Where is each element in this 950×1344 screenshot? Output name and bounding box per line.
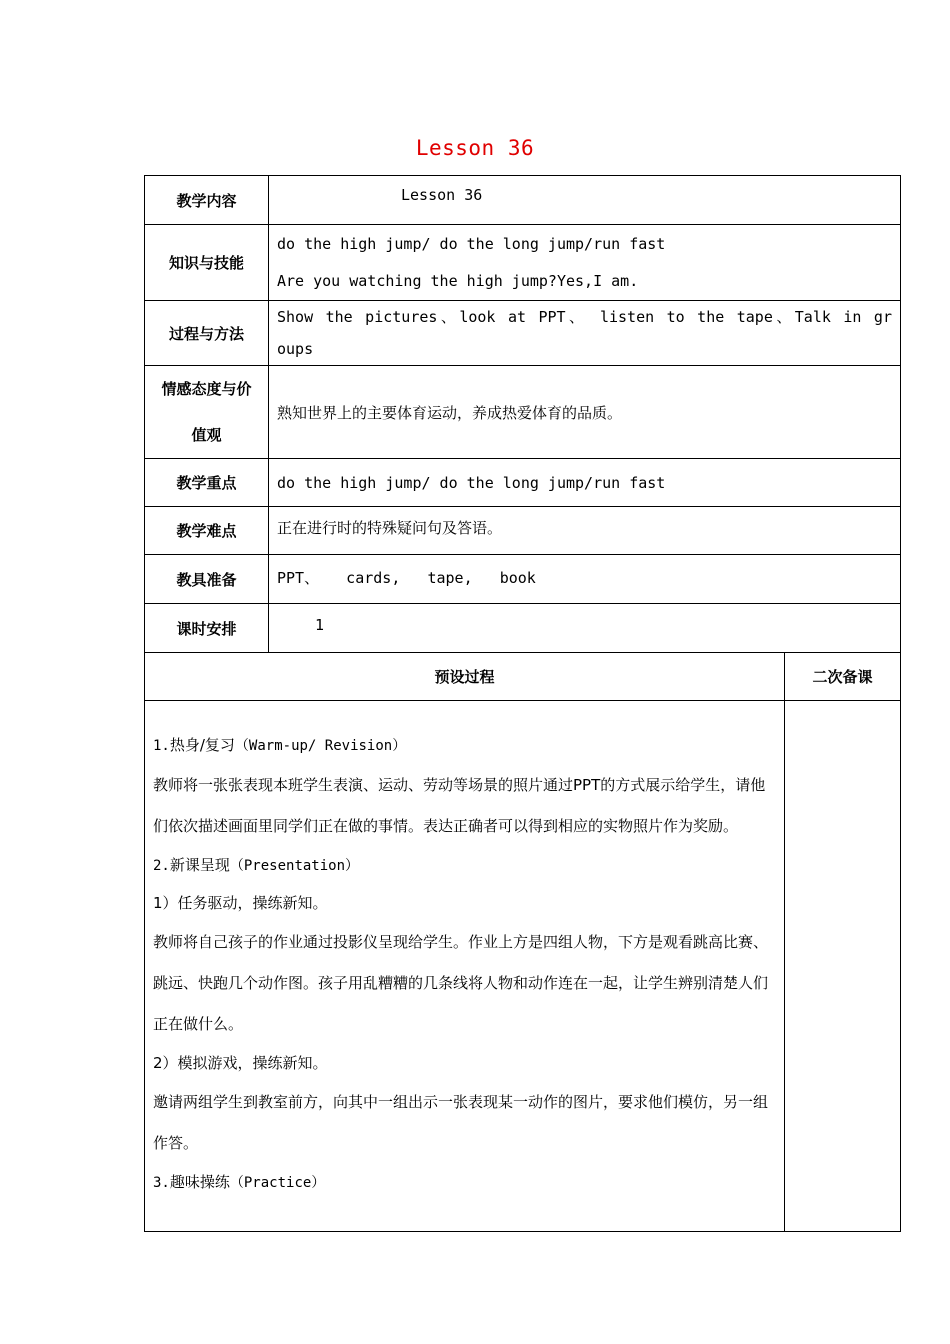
value-method <box>269 301 901 366</box>
value-knowledge <box>269 225 901 301</box>
label-emotion-line-2: 值观 <box>191 426 222 444</box>
row-process-body <box>145 701 901 1232</box>
section-2-sub-2: 2）模拟游戏，操练新知。 <box>153 1054 328 1072</box>
secondary-header: 二次备课 <box>785 653 901 701</box>
label-focus: 教学重点 <box>145 459 269 507</box>
label-emotion <box>145 366 269 459</box>
row-emotion <box>145 366 901 459</box>
lesson-plan-table <box>144 175 901 1232</box>
row-process-header <box>145 653 901 701</box>
knowledge-line-1: do the high jump/ do the long jump/run fast <box>277 234 666 253</box>
process-header: 预设过程 <box>145 653 785 701</box>
section-2-heading: 2.新课呈现（Presentation） <box>153 856 360 874</box>
label-knowledge: 知识与技能 <box>145 225 269 301</box>
row-focus <box>145 459 901 507</box>
value-content: Lesson 36 <box>269 176 901 225</box>
row-schedule <box>145 604 901 653</box>
value-focus: do the high jump/ do the long jump/run fast <box>269 459 901 507</box>
section-1-text: 教师将一张张表现本班学生表演、运动、劳动等场景的照片通过PPT的方式展示给学生，请他们依次描述画面里同学们正在做的事情。表达正确者可以得到相应的实物照片作为奖励。 <box>153 776 766 835</box>
row-method <box>145 301 901 366</box>
label-difficulty: 教学难点 <box>145 507 269 555</box>
row-materials <box>145 555 901 604</box>
row-difficulty <box>145 507 901 555</box>
value-emotion: 熟知世界上的主要体育运动，养成热爱体育的品质。 <box>269 366 901 459</box>
label-method: 过程与方法 <box>145 301 269 366</box>
label-schedule: 课时安排 <box>145 604 269 653</box>
label-materials: 教具准备 <box>145 555 269 604</box>
section-3-heading: 3.趣味操练（Practice） <box>153 1173 326 1191</box>
value-materials: PPT、 cards, tape, book <box>269 555 901 604</box>
row-content <box>145 176 901 225</box>
value-difficulty: 正在进行时的特殊疑问句及答语。 <box>269 507 901 555</box>
label-content: 教学内容 <box>145 176 269 225</box>
method-line-1: Show the pictures、look at PPT、 listen to the tape、Talk in gr <box>277 308 892 326</box>
section-2-sub-1: 1）任务驱动，操练新知。 <box>153 894 328 912</box>
knowledge-line-2: Are you watching the high jump?Yes,I am. <box>277 271 639 290</box>
row-knowledge <box>145 225 901 301</box>
section-2-text-1: 教师将自己孩子的作业通过投影仪呈现给学生。作业上方是四组人物，下方是观看跳高比赛、跳远、快跑几个动作图。孩子用乱糟糟的几条线将人物和动作连在一起，让学生辨别清楚人们正在做什么。 <box>153 933 769 1033</box>
process-content <box>145 701 785 1232</box>
secondary-content <box>785 701 901 1232</box>
value-schedule: 1 <box>269 604 901 653</box>
section-1-heading: 1.热身/复习（Warm-up/ Revision） <box>153 736 407 754</box>
method-line-2: oups <box>277 340 314 358</box>
section-2-text-2: 邀请两组学生到教室前方，向其中一组出示一张表现某一动作的图片，要求他们模仿，另一组作答。 <box>153 1093 769 1152</box>
page-title: Lesson 36 <box>415 136 535 160</box>
label-emotion-line-1: 情感态度与价 <box>161 380 252 398</box>
